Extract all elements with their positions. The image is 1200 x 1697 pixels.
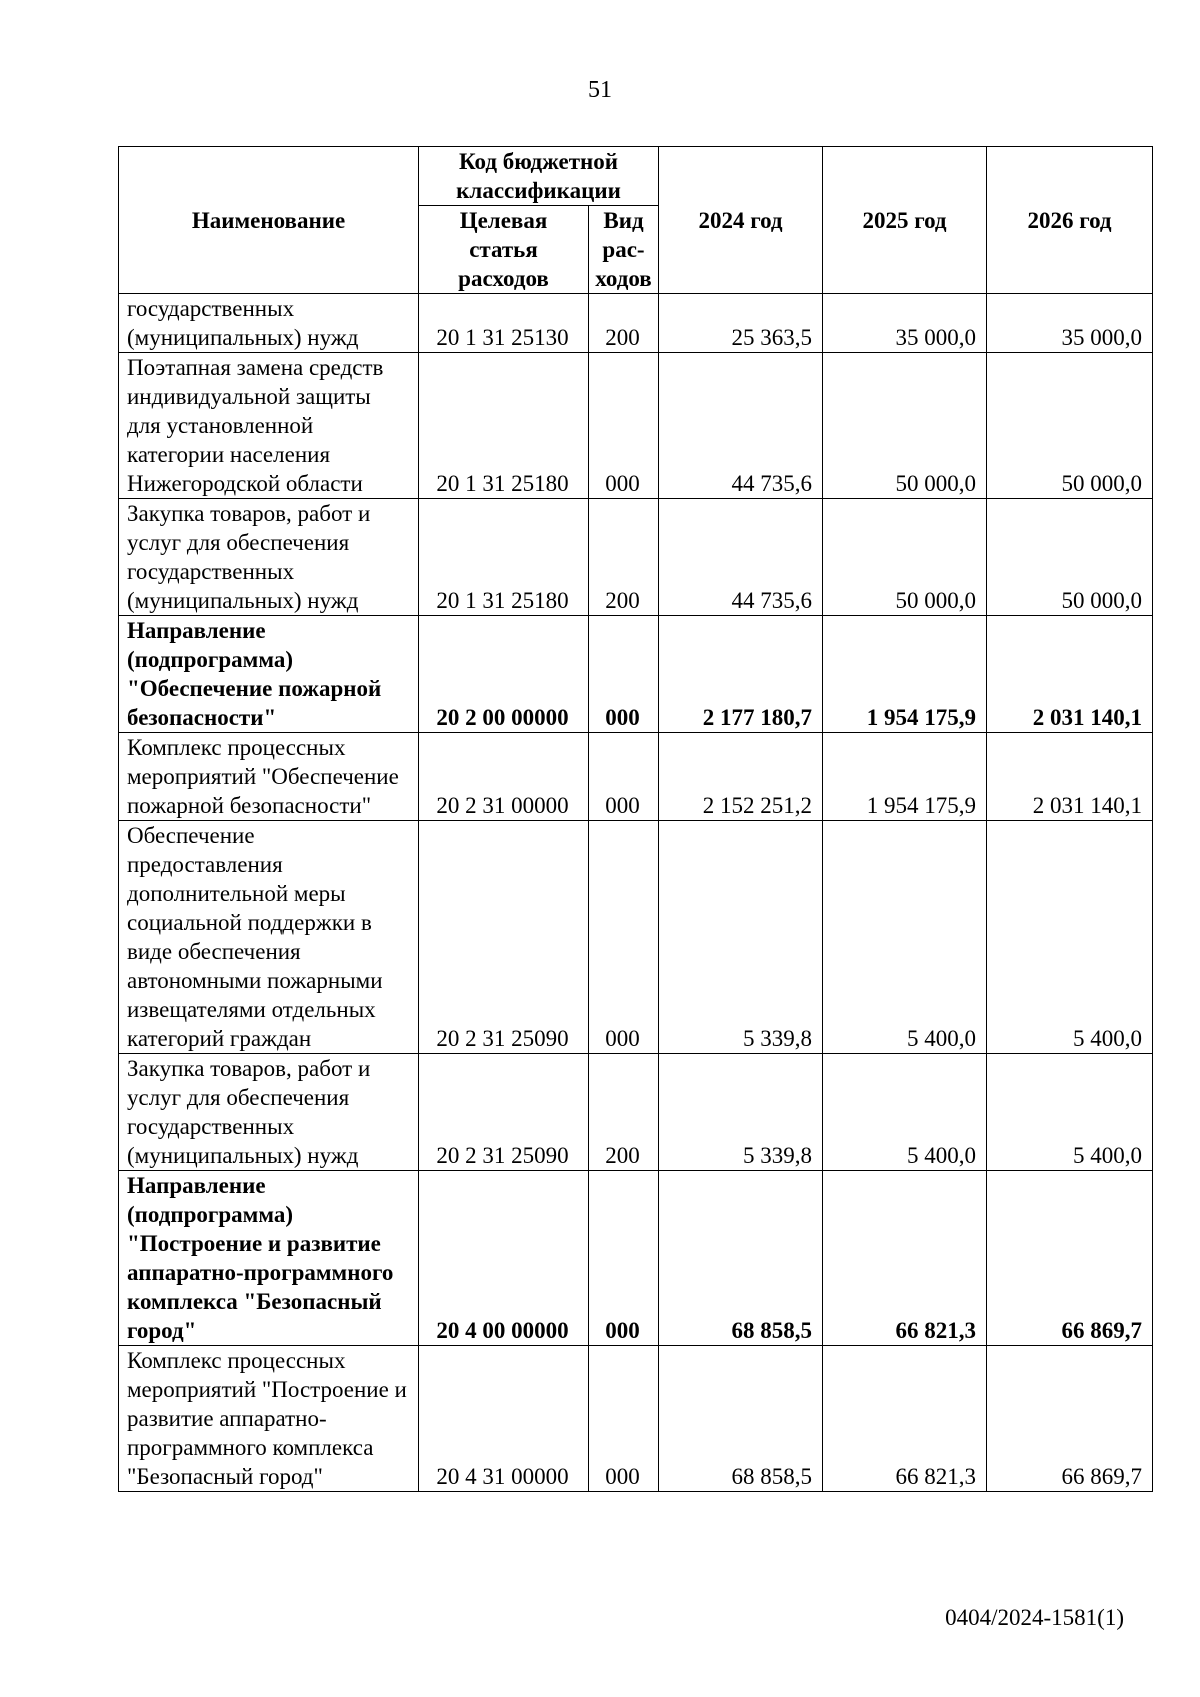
table-row [119, 821, 1153, 1054]
row-expense-type: 200 [589, 499, 659, 616]
row-amount-2026: 35 000,0 [987, 294, 1153, 353]
row-amount-2024: 25 363,5 [659, 294, 823, 353]
row-amount-2024: 5 339,8 [659, 1054, 823, 1171]
table-row [119, 1171, 1153, 1346]
row-amount-2024: 5 339,8 [659, 821, 823, 1054]
row-target-code: 20 2 31 25090 [419, 1054, 589, 1171]
table-row [119, 733, 1153, 821]
table-row [119, 294, 1153, 353]
row-amount-2026: 50 000,0 [987, 499, 1153, 616]
header-target-article: Целевая статья расходов [419, 206, 589, 294]
row-amount-2026: 2 031 140,1 [987, 733, 1153, 821]
row-name: государственных (муниципальных) нужд [119, 294, 419, 353]
row-amount-2025: 1 954 175,9 [823, 733, 987, 821]
table-row [119, 616, 1153, 733]
row-amount-2026: 66 869,7 [987, 1346, 1153, 1492]
table-row [119, 353, 1153, 499]
row-name: Направление (подпрограмма) "Обеспечение пожарной безопасности" [119, 616, 419, 733]
row-expense-type: 000 [589, 821, 659, 1054]
budget-table [118, 146, 1153, 1492]
row-target-code: 20 1 31 25180 [419, 353, 589, 499]
row-target-code: 20 2 31 00000 [419, 733, 589, 821]
page-number: 51 [588, 77, 612, 103]
row-target-code: 20 1 31 25130 [419, 294, 589, 353]
row-amount-2026: 2 031 140,1 [987, 616, 1153, 733]
header-year-2025: 2025 год [823, 147, 987, 294]
table-row [119, 1346, 1153, 1492]
table-row [119, 499, 1153, 616]
row-expense-type: 000 [589, 733, 659, 821]
row-amount-2024: 2 177 180,7 [659, 616, 823, 733]
row-amount-2024: 68 858,5 [659, 1346, 823, 1492]
row-amount-2024: 2 152 251,2 [659, 733, 823, 821]
header-budget-code-group: Код бюджетной классификации [419, 147, 659, 206]
row-name: Комплекс процессных мероприятий "Обеспечение пожарной безопасности" [119, 733, 419, 821]
row-expense-type: 000 [589, 1346, 659, 1492]
header-expense-type: Вид рас-ходов [589, 206, 659, 294]
row-amount-2025: 5 400,0 [823, 821, 987, 1054]
row-target-code: 20 4 00 00000 [419, 1171, 589, 1346]
row-expense-type: 000 [589, 353, 659, 499]
table-header [119, 147, 1153, 294]
row-name: Комплекс процессных мероприятий "Построение и развитие аппаратно-программного комплекса "Безопасный город" [119, 1346, 419, 1492]
row-target-code: 20 4 31 00000 [419, 1346, 589, 1492]
row-name: Закупка товаров, работ и услуг для обеспечения государственных (муниципальных) нужд [119, 1054, 419, 1171]
row-amount-2026: 5 400,0 [987, 821, 1153, 1054]
row-expense-type: 000 [589, 616, 659, 733]
row-amount-2025: 1 954 175,9 [823, 616, 987, 733]
header-year-2024: 2024 год [659, 147, 823, 294]
table-row [119, 1054, 1153, 1171]
row-expense-type: 000 [589, 1171, 659, 1346]
row-name: Направление (подпрограмма) "Построение и развитие аппаратно-программного комплекса "Безопасный город" [119, 1171, 419, 1346]
row-amount-2025: 50 000,0 [823, 499, 987, 616]
row-amount-2024: 44 735,6 [659, 499, 823, 616]
row-amount-2026: 66 869,7 [987, 1171, 1153, 1346]
table-body [119, 294, 1153, 1492]
row-name: Закупка товаров, работ и услуг для обеспечения государственных (муниципальных) нужд [119, 499, 419, 616]
row-amount-2025: 35 000,0 [823, 294, 987, 353]
document-code: 0404/2024-1581(1) [945, 1605, 1124, 1630]
row-amount-2026: 5 400,0 [987, 1054, 1153, 1171]
row-amount-2026: 50 000,0 [987, 353, 1153, 499]
header-year-2026: 2026 год [987, 147, 1153, 294]
row-name: Поэтапная замена средств индивидуальной защиты для установленной категории населения Нижегородской области [119, 353, 419, 499]
row-expense-type: 200 [589, 294, 659, 353]
row-amount-2025: 50 000,0 [823, 353, 987, 499]
row-target-code: 20 2 00 00000 [419, 616, 589, 733]
row-target-code: 20 1 31 25180 [419, 499, 589, 616]
row-name: Обеспечение предоставления дополнительной меры социальной поддержки в виде обеспечения автономными пожарными извещателями отдельных категорий граждан [119, 821, 419, 1054]
row-amount-2025: 5 400,0 [823, 1054, 987, 1171]
row-amount-2025: 66 821,3 [823, 1171, 987, 1346]
header-name: Наименование [119, 147, 419, 294]
row-expense-type: 200 [589, 1054, 659, 1171]
row-amount-2024: 44 735,6 [659, 353, 823, 499]
row-amount-2025: 66 821,3 [823, 1346, 987, 1492]
row-target-code: 20 2 31 25090 [419, 821, 589, 1054]
row-amount-2024: 68 858,5 [659, 1171, 823, 1346]
